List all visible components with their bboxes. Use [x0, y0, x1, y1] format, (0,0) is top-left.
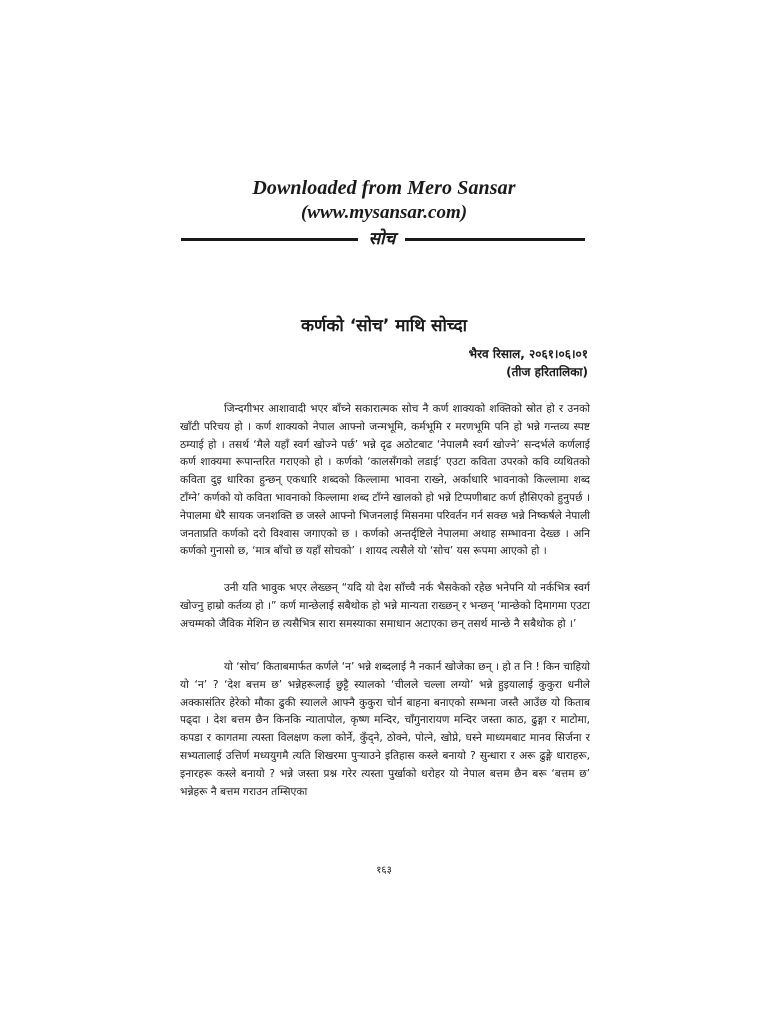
header-rule-left — [181, 238, 358, 241]
author-block — [469, 345, 588, 381]
author-note: (तीज हरितालिका) — [506, 365, 588, 379]
author-date: भैरव रिसाल, २०६१।०६।०१ — [468, 347, 588, 361]
header-rule-right — [405, 238, 585, 241]
download-source-line: Downloaded from Mero Sansar — [252, 177, 516, 199]
download-url-line: (www.mysansar.com) — [300, 202, 468, 223]
page-number: १६३ — [376, 865, 392, 876]
paragraph-3: यो ‘सोच’ किताबमार्फत कर्णले ‘न’ भन्ने शब्दलाई नै नकार्न खोजेका छन् । हो त नि ! किन चाहियो यो ‘न’ ? ‘देश बत्तम छ’ भन्नेहरूलाई छुट्टै स्यालको ‘चीलले चल्ला लग्यो’ भन्ने हुइयालाई कुकुरा धनीले अक्कासंतिर हेरेको मौका ढुकी स्यालले आफ्नै कुकुरा चोर्न बाहना बनाएको सम्भना जस्तै आउँछ यो किताब पढ्दा । देश बत्तम छैन किनकि न्यातापोल, कृष्ण मन्दिर, चाँगुनारायण मन्दिर जस्ता काठ, ढुङ्गा र माटोमा, कपडा र कागतमा त्यस्ता विलक्षण कला कोर्ने, कुँद्ने, ठोक्ने, पोत्ने, खोप्ने, घस्ने माध्यमबाट मानव सिर्जना र सभ्यतालाई उत्तिर्ण मध्ययुगमै त्यति शिखरमा पुऱ्याउने इतिहास कस्ले बनायो ? सुन्धारा र अरू ढुङ्गे धाराहरू, इनारहरू कस्ले बनायो ? भन्ने जस्ता प्रश्न गरेर त्यस्ता पुर्खाको धरोहर यो नेपाल बत्तम छैन बरू ‘बत्तम छ’ भन्नेहरू नै बत्तम गराउन तम्सिएका — [180, 661, 590, 798]
paragraph-1: जिन्दगीभर आशावादी भएर बाँच्ने सकारात्मक सोच नै कर्ण शाक्यको शक्तिको स्रोत हो र उनको खाँटी परिचय हो । कर्ण शाक्यको नेपाल आफ्नो जन्मभूमि, कर्मभूमि र मरणभूमि पनि हो भन्ने गन्तव्य स्पष्ट ठम्याई हो । तसर्थ ‘मैले यहाँ स्वर्ग खोज्ने पर्छ’ भन्ने दृढ अठोटबाट ‘नेपालमै स्वर्ग खोज्ने’ सन्दर्भले कर्णलाई कर्ण शाक्यमा रूपान्तरित गराएको हो । कर्णको ‘कालसँगको लडाई’ एउटा कविता उपरको कवि व्यथितको कविता दुइ धारिका हुन्छन् एकधारि शब्दको किल्लामा भावना राख्ने, अर्काधारि भावनाको किल्लामा शब्द टाँग्ने’ कर्णको यो कविता भावनाको किल्लामा शब्द टाँग्ने खालको हो भन्ने टिप्पणीबाट कर्ण हौसिएको हुनुपर्छ । नेपालमा धेरै सायक जनशक्ति छ जस्ले आफ्नो भिजनलाई मिसनमा परिवर्तन गर्न सक्छ भन्ने निष्कर्षले नेपाली जनताप्रति कर्णको दरो विश्वास जगाएको छ । कर्णको अन्तर्दृष्टिले नेपालमा अथाह सम्भावना देख्छ । अनि कर्णको गुनासो छ, ‘मात्र बाँचो छ यहाँ सोचको’ । शायद त्यसैले यो ‘सोच’ यस रूपमा आएको हो । — [180, 403, 590, 558]
paragraph-2: उनी यति भावुक भएर लेख्छन् “यदि यो देश साँच्चै नर्क भैसकेको रहेछ भनेपनि यो नर्कभित्र स्वर्ग खोज्नु हाम्रो कर्तव्य हो ।” कर्ण मान्छेलाई सबैथोक हो भन्ने मान्यता राख्छन् र भन्छन् ‘मान्छेको दिमागमा एउटा अचम्मको जैविक मेशिन छ त्यसैभित्र सारा समस्याका समाधान अटाएका छन् तसर्थ मान्छे नै सबैथोक हो ।’ — [180, 582, 590, 630]
section-header-word: सोच — [368, 229, 396, 249]
article-title: कर्णको ‘सोच’ माथि सोच्दा — [300, 316, 468, 336]
